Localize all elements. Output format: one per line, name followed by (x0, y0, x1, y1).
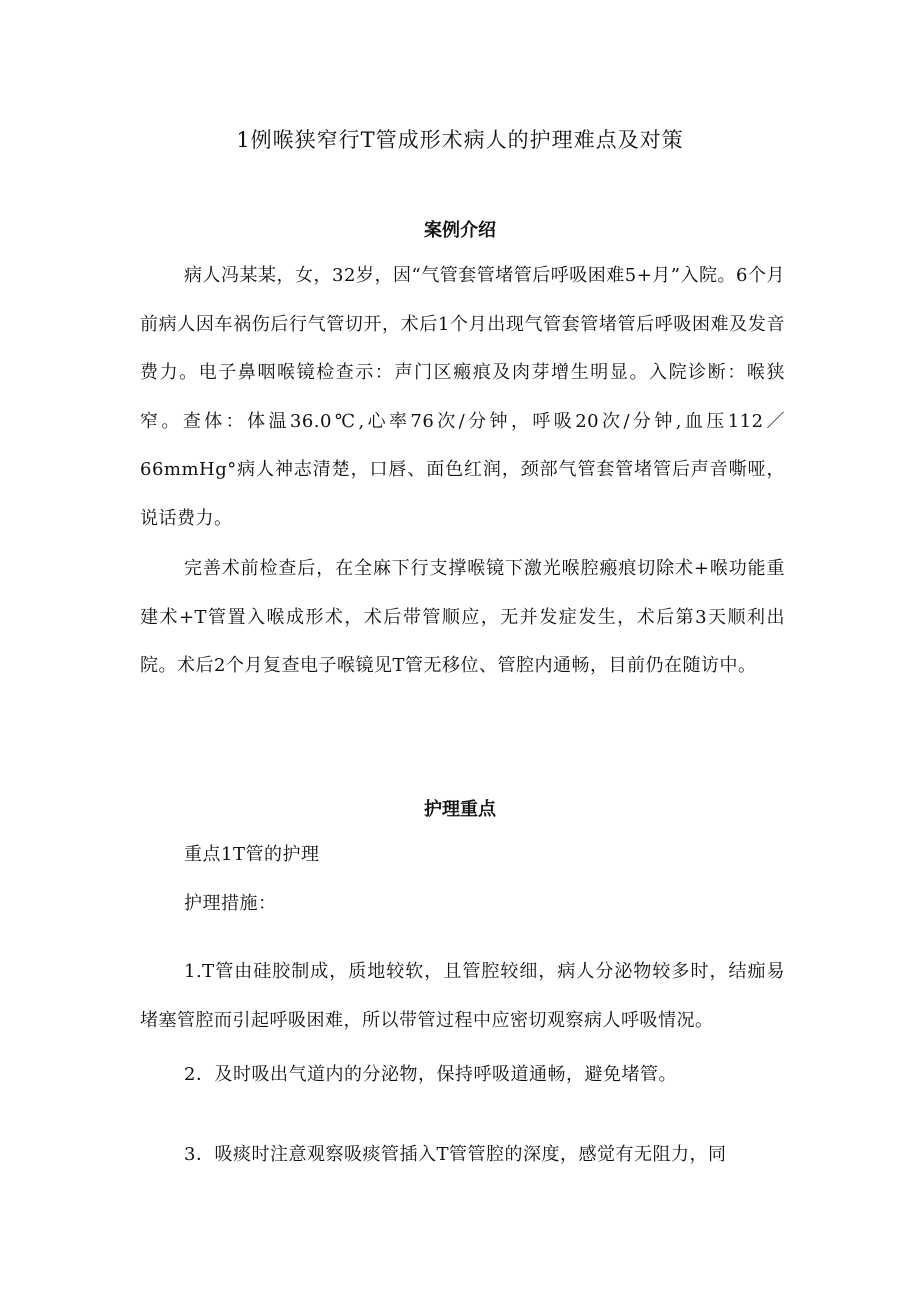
nursing-item-3: 3．吸痰时注意观察吸痰管插入T管管腔的深度，感觉有无阻力，同 (184, 1144, 727, 1165)
nursing-point-title: 重点1T管的护理 (184, 844, 320, 865)
case-paragraph-1: 病人冯某某，女，32岁，因“气管套管堵管后呼吸困难5+月”入院。6个月前病人因车祸伤后行气管切开，术后1个月出现气管套管堵管后呼吸困难及发音费力。电子鼻咽喉镜检查示：声门区瘢痕及肉芽增生明显。入院诊断：喉狭窄。查体：体温36.0℃,心率76次/分钟，呼吸20次/分钟,血压112／66mmHg°病人神志清楚，口唇、面色红润，颈部气管套管堵管后声音嘶哑，说话费力。 (140, 265, 785, 529)
nursing-measures-label: 护理措施： (184, 893, 277, 914)
document-title: 1例喉狭窄行T管成形术病人的护理难点及对策 (236, 128, 684, 152)
section-heading-nursing: 护理重点 (424, 799, 496, 820)
nursing-item-1: 1.T管由硅胶制成，质地较软，且管腔较细，病人分泌物较多时，结痂易堵塞管腔而引起呼吸困难，所以带管过程中应密切观察病人呼吸情况。 (140, 961, 785, 1031)
nursing-item-2: 2．及时吸出气道内的分泌物，保持呼吸道通畅，避免堵管。 (184, 1064, 677, 1085)
section-heading-case: 案例介绍 (424, 220, 496, 241)
case-paragraph-2: 完善术前检查后，在全麻下行支撑喉镜下激光喉腔瘢痕切除术+喉功能重建术+T管置入喉成形术，术后带管顺应，无并发症发生，术后第3天顺利出院。术后2个月复查电子喉镜见T管无移位、管腔内通畅，目前仍在随访中。 (140, 558, 785, 676)
